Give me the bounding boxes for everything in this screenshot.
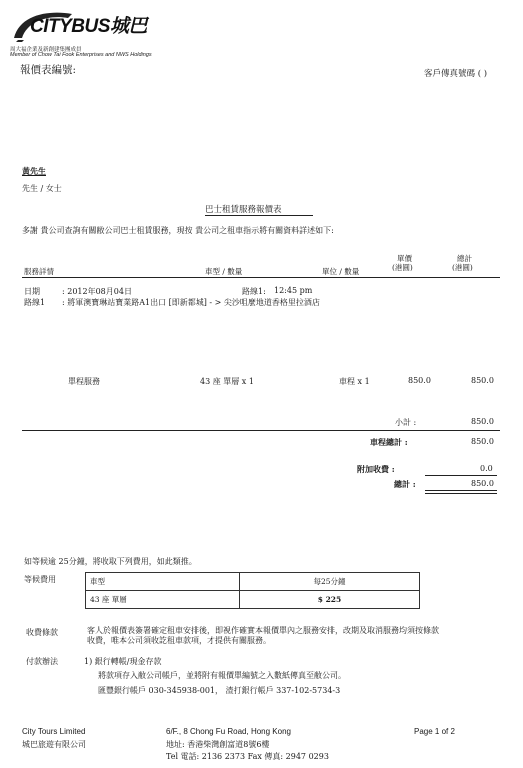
header-unit: 單位 / 數量 [322, 267, 360, 276]
route-value: : 將軍澳寶琳站寶業路A1出口 [即新都城] - > 尖沙咀麼地道香格里拉酒店 [62, 298, 320, 307]
grand-total-value: 850.0 [471, 479, 494, 488]
line-item-unit: 車程 x 1 [339, 377, 370, 386]
line-item-service: 單程服務 [68, 377, 100, 386]
line-item-vehicle: 43 座 單層 x 1 [200, 377, 254, 386]
document-title: 巴士租賃服務報價表 [205, 205, 282, 215]
payment-method-1-desc: 將款項存入敝公司帳戶，並將附有報價單編號之入數紙傳真至敝公司。 [98, 671, 346, 680]
citybus-logo-text: CITYBUS城巴 [30, 16, 147, 37]
header-total-currency: (港圓) [452, 263, 473, 272]
waiting-fee-label: 等候費用 [24, 575, 56, 584]
extra-charge-label: 附加收費 : [357, 464, 395, 474]
extra-charge-rule [425, 475, 497, 476]
footer-company-zh: 城巴旅遊有限公司 [22, 740, 86, 749]
terms-line-1: 客人於報價表簽署確定租車安排後，即視作確實本報價單內之服務安排，改期及取消服務均須按條款 [87, 626, 439, 635]
route-label: 路線1 [24, 298, 46, 307]
tagline-chinese: 周大福企業及新創建集團成員 [10, 47, 82, 53]
waiting-row-fee: $ 225 [240, 591, 420, 609]
extra-charge-value: 0.0 [480, 464, 493, 473]
terms-line-2: 收費，唯本公司須收訖租車款項，才提供有關服務。 [87, 636, 271, 645]
time-value: 12:45 pm [274, 286, 313, 295]
salutation: 先生 / 女士 [22, 184, 62, 193]
table-row [86, 591, 420, 609]
header-vehicle: 車型 / 數量 [205, 267, 243, 276]
terms-label: 收費條款 [26, 628, 58, 637]
header-rule [22, 277, 500, 278]
grand-total-rule-1 [425, 490, 497, 491]
waiting-col-fee-header: 每25分鐘 [240, 573, 420, 591]
header-details: 服務詳情 [24, 267, 54, 276]
subtotal-value: 850.0 [471, 417, 494, 426]
title-underline [205, 215, 313, 216]
footer-address-zh: 地址: 香港柴灣創富道8號6樓 [166, 740, 270, 749]
subtotal-label: 小計 : [395, 418, 417, 427]
grand-total-label: 總計 : [394, 479, 416, 489]
footer-page-number: Page 1 of 2 [414, 727, 455, 736]
trip-total-label: 車程總計 : [370, 437, 408, 447]
table-row [86, 573, 420, 591]
time-label: 路線1: [242, 287, 266, 296]
grand-total-rule-2 [425, 493, 497, 494]
trip-total-value: 850.0 [471, 437, 494, 446]
line-item-total: 850.0 [471, 376, 494, 385]
date-value: : 2012年08月04日 [62, 287, 132, 296]
payment-label: 付款辦法 [26, 657, 58, 666]
customer-fax-label: 客戶傳真號碼 ( ) [424, 69, 488, 79]
footer-address-en: 6/F., 8 Chong Fu Road, Hong Kong [166, 727, 291, 736]
intro-text: 多謝 貴公司查詢有關敝公司巴士租賃服務，現按 貴公司之租車指示將有關資料詳述如下: [22, 226, 334, 235]
bank-accounts: 匯豐銀行帳戶 030-345938-001， 渣打銀行帳戶 337-102-5734-3 [98, 686, 341, 695]
waiting-note: 如等候逾 25分鐘，將收取下列費用，如此類推。 [24, 557, 197, 566]
tagline-english: Member of Chow Tai Fook Enterprises and NWS Holdings [10, 52, 152, 58]
payment-method-1: 1) 銀行轉帳/現金存款 [84, 657, 162, 666]
waiting-fee-table [85, 572, 420, 609]
date-label: 日期 [24, 287, 40, 296]
footer-tel-fax: Tel 電話: 2136 2373 Fax 傳真: 2947 0293 [166, 752, 329, 761]
header-total: 總計 [457, 254, 472, 263]
header-unit-price: 單價 [397, 254, 412, 263]
recipient-name: 黃先生 [22, 166, 46, 176]
footer-company-en: City Tours Limited [22, 727, 86, 736]
waiting-col-vehicle-header: 車型 [86, 573, 240, 591]
subtotal-rule [22, 430, 500, 431]
line-item-unit-price: 850.0 [408, 376, 431, 385]
waiting-row-vehicle: 43 座 單層 [86, 591, 240, 609]
quote-number-label: 報價表編號: [20, 64, 77, 76]
header-unit-price-currency: (港圓) [392, 263, 413, 272]
